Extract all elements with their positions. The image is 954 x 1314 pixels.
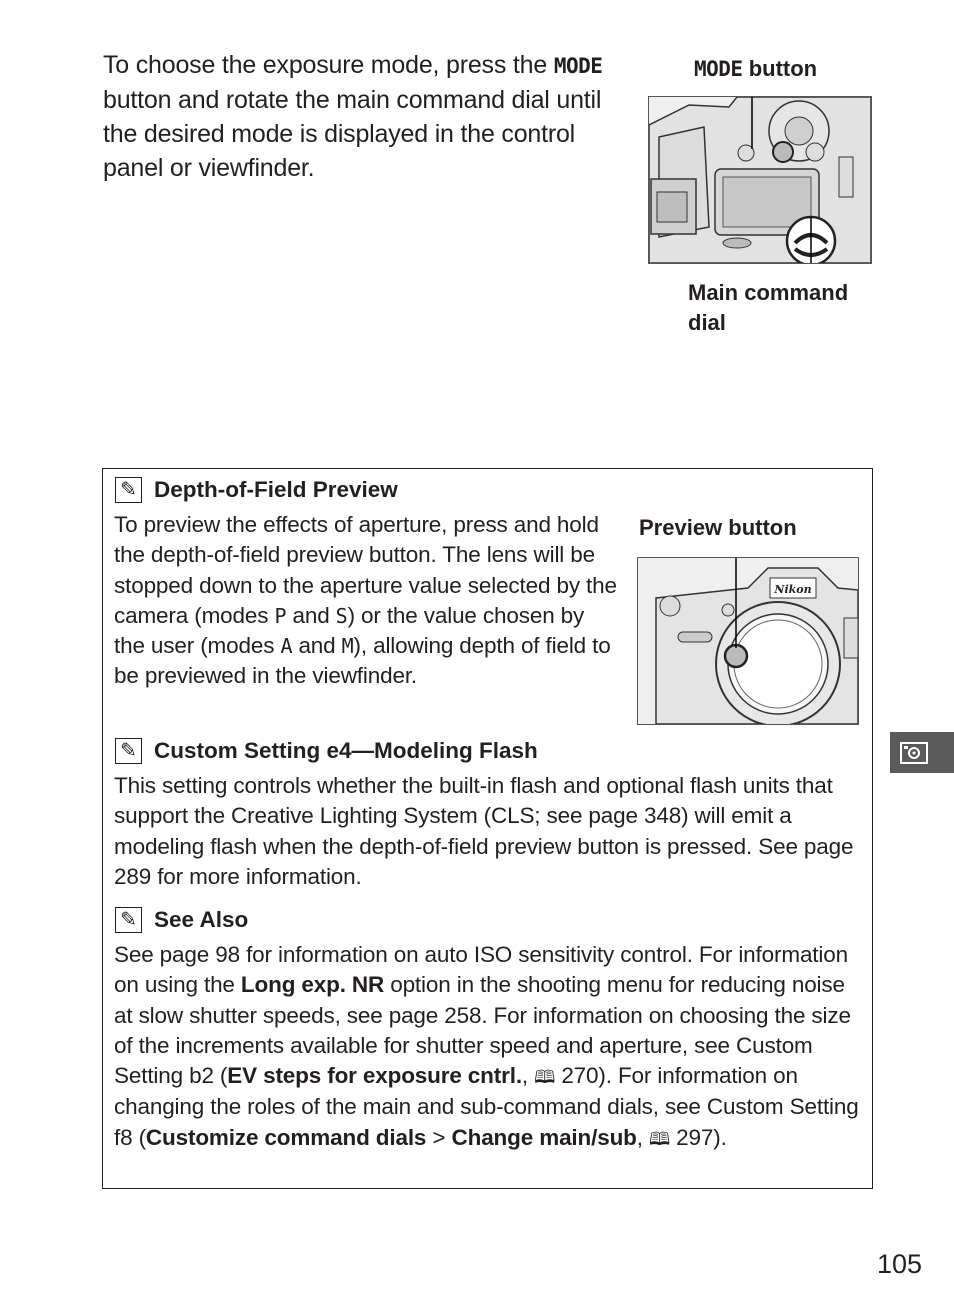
mode-button-callout	[694, 54, 817, 84]
pencil-note-icon: ✎	[115, 738, 142, 764]
change-main-sub-term: Change main/sub	[451, 1124, 637, 1150]
dof-title: Depth-of-Field Preview	[154, 477, 398, 502]
mode-button-word: MODE	[553, 54, 603, 78]
dof-title-row	[115, 477, 398, 503]
dof-body-1: To preview the effects of aperture, press and hold the depth-of-field preview button. The lens will be stopped down to the aperture value selected by the camera (modes	[114, 512, 617, 628]
dof-body-2: ) or the value chosen by the user (modes	[114, 602, 585, 659]
exposure-mode-icon	[900, 742, 928, 764]
see-also-text-7: ).	[713, 1124, 727, 1150]
modeling-body: This setting controls whether the built-in flash and optional flash units that support the Creative Lighting System (CLS; see page 348) will emit a modeling flash when the depth-of-field preview button is pressed. See page 289 for more information.	[114, 773, 854, 889]
mode-m-glyph: M	[341, 634, 354, 659]
customize-command-dials-term: Customize command dials	[145, 1124, 427, 1150]
see-also-title-row	[115, 907, 248, 933]
book-reference-icon: 🕮	[534, 1067, 556, 1088]
pencil-note-icon: ✎	[115, 477, 142, 503]
see-also-text-3: ,	[521, 1063, 535, 1089]
modeling-title: Custom Setting e4—Modeling Flash	[154, 738, 538, 763]
see-also-text-6: ,	[636, 1124, 649, 1150]
long-exp-nr-term: Long exp. NR	[240, 972, 385, 998]
main-command-dial-callout: Main command dial	[688, 280, 849, 335]
dof-and-1: and	[286, 602, 336, 628]
see-also-text-1: See page 98 for information on auto ISO sensitivity control. For information on using the	[114, 942, 848, 998]
dof-body	[114, 510, 617, 692]
dof-body-3: ), allowing depth of field to be previewed in the viewfinder.	[114, 633, 611, 689]
see-also-body	[114, 940, 866, 1154]
ev-steps-term: EV steps for exposure cntrl.	[227, 1063, 522, 1089]
page-number: 105	[876, 1249, 922, 1279]
camera-front-illustration	[637, 557, 859, 725]
preview-button-callout: Preview button	[639, 515, 797, 540]
book-reference-icon: 🕮	[648, 1128, 671, 1149]
notes-box	[102, 468, 873, 1189]
dof-and-2: and	[292, 633, 342, 659]
page-ref-270: 270	[561, 1063, 599, 1089]
camera-top-illustration	[648, 96, 872, 264]
camera-top-drawing	[649, 97, 871, 263]
nikon-logo: Nikon	[774, 583, 812, 596]
see-also-text-4: ). For information on changing the roles of the main and sub-command dials, see Custom Setting f8 (	[114, 1063, 859, 1150]
mode-callout-word: MODE	[694, 57, 743, 81]
mode-p-glyph: P	[274, 603, 287, 628]
mode-s-glyph: S	[335, 603, 348, 628]
see-also-text-2: option in the shooting menu for reducing noise at slow shutter speeds, see page 258. For information on choosing the size of the increments available for shutter speed and aperture, see Custom Setting b2 (	[114, 972, 851, 1089]
modeling-title-row	[115, 738, 538, 764]
page-ref-297: 297	[676, 1124, 714, 1150]
pencil-note-icon: ✎	[115, 907, 142, 933]
intro-text-before: To choose the exposure mode, press the	[103, 51, 554, 79]
intro-paragraph	[103, 48, 628, 185]
mode-a-glyph: A	[280, 634, 293, 659]
see-also-text-5: >	[426, 1124, 452, 1150]
camera-front-drawing	[638, 558, 858, 724]
see-also-title: See Also	[154, 907, 249, 932]
intro-text-after: button and rotate the main command dial until the desired mode is displayed in the control panel or viewfinder.	[103, 86, 602, 182]
chapter-side-tab	[890, 732, 954, 773]
mode-callout-text: button	[742, 56, 818, 81]
